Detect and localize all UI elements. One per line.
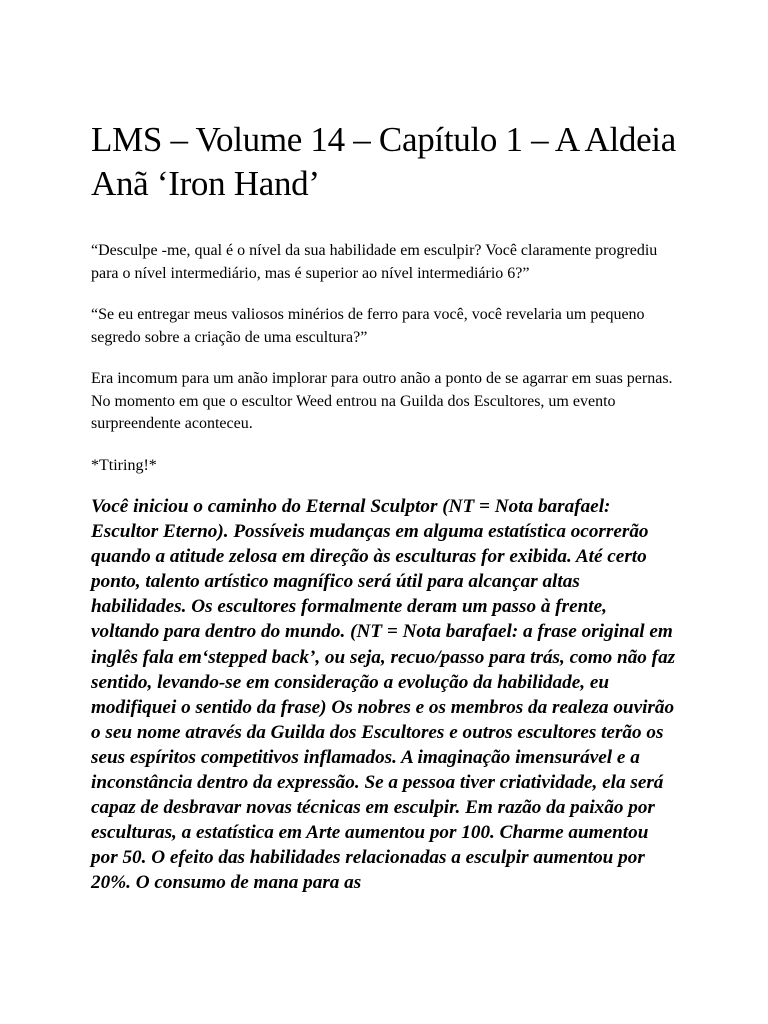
document-page xyxy=(91,118,681,896)
narration-paragraph: Era incomum para um anão implorar para outro anão a ponto de se agarrar em suas pernas. No momento em que o escultor Weed entrou na Guilda dos Escultores, um evento surpreendente aconteceu. xyxy=(91,370,673,432)
sound-effect-text: *Ttiring!* xyxy=(91,456,157,474)
chapter-title: LMS – Volume 14 – Capítulo 1 – A Aldeia Anã ‘Iron Hand’ xyxy=(91,120,676,203)
dialogue-paragraph-2: “Se eu entregar meus valiosos minérios de ferro para você, você revelaria um pequeno segredo sobre a criação de uma escultura?” xyxy=(91,306,645,346)
system-message: Você iniciou o caminho do Eternal Sculptor (NT = Nota barafael: Escultor Eterno). Possíveis mudanças em alguma estatística ocorrerão quando a atitude zelosa em direção às esculturas for exibida. Até certo ponto, talento artístico magnífico será útil para alcançar altas habilidades. Os escultores formalmente deram um passo à frente, voltando para dentro do mundo. (NT = Nota barafael: a frase original em inglês fala em‘stepped back’, ou seja, recuo/passo para trás, como não faz sentido, levando-se em consideração a evolução da habilidade, eu modifiquei o sentido da frase) Os nobres e os membros da realeza ouvirão o seu nome através da Guilda dos Escultores e outros escultores terão os seus espíritos competitivos inflamados. A imaginação imensurável e a inconstância dentro da expressão. Se a pessoa tiver criatividade, ela será capaz de desbravar novas técnicas em esculpir. Em razão da paixão por esculturas, a estatística em Arte aumentou por 100. Charme aumentou por 50. O efeito das habilidades relacionadas a esculpir aumentou por 20%. O consumo de mana para as xyxy=(91,496,676,894)
dialogue-paragraph-1: “Desculpe -me, qual é o nível da sua habilidade em esculpir? Você claramente progrediu para o nível intermediário, mas é superior ao nível intermediário 6?” xyxy=(91,242,658,282)
